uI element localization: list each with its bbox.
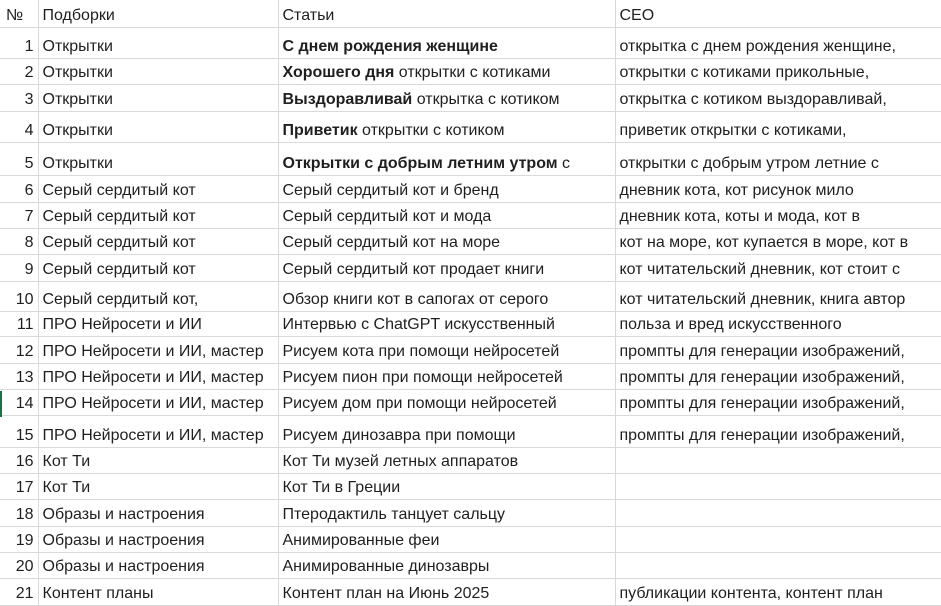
article-text: Птеродактиль танцует сальцу bbox=[282, 505, 506, 523]
cell-seo[interactable] bbox=[615, 447, 941, 473]
cell-article[interactable] bbox=[278, 85, 615, 111]
cell-num[interactable]: 12 bbox=[0, 337, 38, 363]
cell-seo[interactable] bbox=[615, 526, 941, 552]
article-text: Кот Ти в Греции bbox=[282, 479, 401, 497]
table-row bbox=[0, 526, 941, 552]
cell-num[interactable]: 13 bbox=[0, 363, 38, 389]
cell-num[interactable]: 8 bbox=[0, 229, 38, 255]
cell-seo[interactable]: промпты для генерации изображений, bbox=[615, 337, 941, 363]
article-text: открытки с котиком bbox=[357, 121, 505, 139]
article-text: открытка с котиком bbox=[412, 90, 560, 108]
article-text: Обзор книги кот в сапогах от серого bbox=[282, 291, 549, 309]
cell-collection[interactable]: Открытки bbox=[38, 58, 278, 84]
article-text: открытки с котиками bbox=[394, 64, 551, 82]
article-bold-text: Хорошего дня bbox=[282, 64, 395, 82]
cell-seo[interactable]: открытка с днем рождения женщине, bbox=[615, 27, 941, 58]
cell-article[interactable] bbox=[278, 142, 615, 175]
cell-article[interactable] bbox=[278, 579, 615, 606]
article-text: Серый сердитый кот и мода bbox=[282, 208, 492, 226]
table-row bbox=[0, 176, 941, 202]
cell-num[interactable]: 14 bbox=[0, 390, 38, 416]
cell-seo[interactable]: промпты для генерации изображений, bbox=[615, 416, 941, 447]
article-text: Серый сердитый кот на море bbox=[282, 234, 501, 252]
cell-seo[interactable] bbox=[615, 474, 941, 500]
cell-collection[interactable]: Образы и настроения bbox=[38, 526, 278, 552]
cell-seo[interactable]: приветик открытки с котиками, bbox=[615, 111, 941, 142]
article-text: Рисуем пион при помощи нейросетей bbox=[282, 369, 563, 387]
cell-seo[interactable] bbox=[615, 500, 941, 526]
table-row bbox=[0, 229, 941, 255]
cell-collection[interactable]: ПРО Нейросети и ИИ, мастер bbox=[38, 363, 278, 389]
cell-article[interactable] bbox=[278, 58, 615, 84]
table-row bbox=[0, 281, 941, 311]
cell-article[interactable] bbox=[278, 202, 615, 228]
cell-article[interactable] bbox=[278, 416, 615, 447]
cell-collection[interactable]: Образы и настроения bbox=[38, 500, 278, 526]
cell-collection[interactable]: Открытки bbox=[38, 111, 278, 142]
cell-num[interactable]: 4 bbox=[0, 111, 38, 142]
article-text: Рисуем кота при помощи нейросетей bbox=[282, 342, 560, 360]
active-cell-marker bbox=[0, 391, 2, 417]
header-cell-articles[interactable]: Статьи bbox=[278, 0, 615, 27]
cell-num[interactable]: 21 bbox=[0, 579, 38, 606]
cell-num[interactable]: 16 bbox=[0, 447, 38, 473]
cell-seo[interactable]: кот читательский дневник, кот стоит с bbox=[615, 255, 941, 281]
table-row bbox=[0, 337, 941, 363]
cell-num[interactable]: 18 bbox=[0, 500, 38, 526]
cell-article[interactable] bbox=[278, 363, 615, 389]
cell-collection[interactable]: ПРО Нейросети и ИИ, мастер bbox=[38, 416, 278, 447]
cell-num[interactable]: 7 bbox=[0, 202, 38, 228]
cell-num[interactable]: 20 bbox=[0, 553, 38, 579]
article-text: Интервью с ChatGPT искусственный bbox=[282, 316, 555, 334]
cell-num[interactable]: 15 bbox=[0, 416, 38, 447]
table-row bbox=[0, 58, 941, 84]
cell-collection[interactable]: Серый сердитый кот bbox=[38, 229, 278, 255]
article-text: Анимированные динозавры bbox=[282, 558, 490, 576]
cell-article[interactable] bbox=[278, 312, 615, 337]
cell-collection[interactable]: ПРО Нейросети и ИИ, мастер bbox=[38, 337, 278, 363]
cell-collection[interactable]: Кот Ти bbox=[38, 474, 278, 500]
cell-seo[interactable]: открытка с котиком выздоравливай, bbox=[615, 85, 941, 111]
table-row bbox=[0, 579, 941, 606]
table-row bbox=[0, 416, 941, 447]
cell-seo[interactable]: кот на море, кот купается в море, кот в bbox=[615, 229, 941, 255]
table-row bbox=[0, 142, 941, 175]
article-text: Контент план на Июнь 2025 bbox=[282, 585, 490, 602]
article-bold-text: С днем рождения женщине bbox=[282, 37, 498, 55]
cell-collection[interactable]: Контент планы bbox=[38, 579, 278, 606]
cell-collection[interactable]: Серый сердитый кот bbox=[38, 202, 278, 228]
cell-num[interactable]: 19 bbox=[0, 526, 38, 552]
header-cell-num[interactable]: № bbox=[0, 0, 38, 27]
cell-article[interactable] bbox=[278, 474, 615, 500]
article-bold-text: Приветик bbox=[282, 121, 358, 139]
cell-num[interactable]: 3 bbox=[0, 85, 38, 111]
article-text: с bbox=[557, 155, 571, 173]
header-cell-collections[interactable]: Подборки bbox=[38, 0, 278, 27]
cell-collection[interactable]: Серый сердитый кот bbox=[38, 176, 278, 202]
cell-article[interactable] bbox=[278, 281, 615, 311]
cell-article[interactable] bbox=[278, 390, 615, 416]
header-cell-seo[interactable]: СЕО bbox=[615, 0, 941, 27]
table-row bbox=[0, 447, 941, 473]
article-text: Анимированные феи bbox=[282, 532, 440, 550]
cell-collection[interactable]: Серый сердитый кот, bbox=[38, 281, 278, 311]
cell-seo[interactable]: дневник кота, коты и мода, кот в bbox=[615, 202, 941, 228]
cell-num[interactable]: 11 bbox=[0, 312, 38, 337]
cell-num[interactable]: 1 bbox=[0, 27, 38, 58]
cell-article[interactable] bbox=[278, 255, 615, 281]
header-row bbox=[0, 0, 941, 27]
cell-seo[interactable]: дневник кота, кот рисунок мило bbox=[615, 176, 941, 202]
cell-collection[interactable]: Открытки bbox=[38, 27, 278, 58]
cell-seo[interactable]: польза и вред искусственного bbox=[615, 312, 941, 337]
cell-article[interactable] bbox=[278, 553, 615, 579]
cell-num[interactable]: 2 bbox=[0, 58, 38, 84]
cell-article[interactable] bbox=[278, 229, 615, 255]
article-text: Кот Ти музей летных аппаратов bbox=[282, 453, 519, 471]
cell-seo[interactable] bbox=[615, 553, 941, 579]
cell-seo[interactable]: промпты для генерации изображений, bbox=[615, 363, 941, 389]
cell-article[interactable] bbox=[278, 111, 615, 142]
cell-seo[interactable]: открытки с добрым утром летние с bbox=[615, 142, 941, 175]
cell-seo[interactable]: промпты для генерации изображений, bbox=[615, 390, 941, 416]
cell-num[interactable]: 5 bbox=[0, 142, 38, 175]
cell-seo[interactable]: кот читательский дневник, книга автор bbox=[615, 281, 941, 311]
article-text: Рисуем дом при помощи нейросетей bbox=[282, 395, 557, 413]
cell-collection[interactable]: Открытки bbox=[38, 85, 278, 111]
cell-article[interactable] bbox=[278, 27, 615, 58]
cell-article[interactable] bbox=[278, 337, 615, 363]
cell-collection[interactable]: Кот Ти bbox=[38, 447, 278, 473]
cell-seo[interactable]: публикации контента, контент план bbox=[615, 579, 941, 606]
cell-num[interactable]: 6 bbox=[0, 176, 38, 202]
cell-collection[interactable]: ПРО Нейросети и ИИ, мастер bbox=[38, 390, 278, 416]
cell-collection[interactable]: Открытки bbox=[38, 142, 278, 175]
article-bold-text: Выздоравливай bbox=[282, 90, 413, 108]
cell-collection[interactable]: Серый сердитый кот bbox=[38, 255, 278, 281]
table-row bbox=[0, 27, 941, 58]
cell-collection[interactable]: ПРО Нейросети и ИИ bbox=[38, 312, 278, 337]
table-row bbox=[0, 390, 941, 416]
cell-article[interactable] bbox=[278, 526, 615, 552]
cell-seo[interactable]: открытки с котиками прикольные, bbox=[615, 58, 941, 84]
table-row bbox=[0, 255, 941, 281]
table-row bbox=[0, 312, 941, 337]
table-row bbox=[0, 553, 941, 579]
cell-num[interactable]: 17 bbox=[0, 474, 38, 500]
article-bold-text: Открытки с добрым летним утром bbox=[282, 155, 558, 173]
cell-article[interactable] bbox=[278, 447, 615, 473]
article-text: Серый сердитый кот продает книги bbox=[282, 260, 545, 278]
cell-article[interactable] bbox=[278, 500, 615, 526]
article-text: Рисуем динозавра при помощи bbox=[282, 426, 516, 444]
cell-collection[interactable]: Образы и настроения bbox=[38, 553, 278, 579]
table-row bbox=[0, 474, 941, 500]
cell-num[interactable]: 10 bbox=[0, 281, 38, 311]
cell-article[interactable] bbox=[278, 176, 615, 202]
table-row bbox=[0, 363, 941, 389]
table-row bbox=[0, 85, 941, 111]
table-row bbox=[0, 111, 941, 142]
cell-num[interactable]: 9 bbox=[0, 255, 38, 281]
table-row bbox=[0, 500, 941, 526]
article-text: Серый сердитый кот и бренд bbox=[282, 181, 499, 199]
table-row bbox=[0, 202, 941, 228]
